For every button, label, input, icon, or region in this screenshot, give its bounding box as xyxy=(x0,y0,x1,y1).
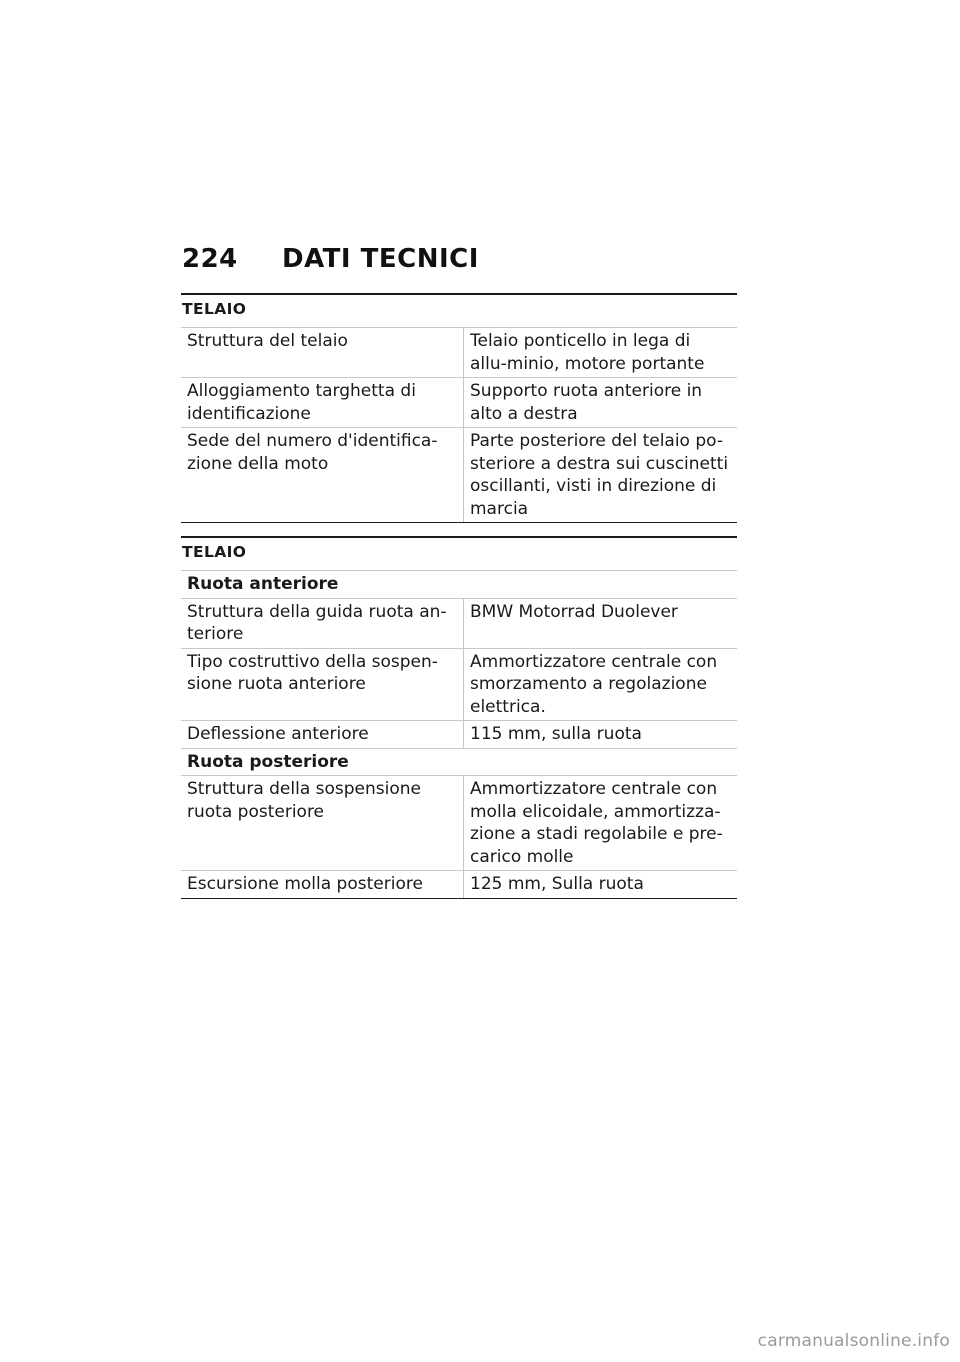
table-row xyxy=(181,427,737,523)
table-row xyxy=(181,720,737,748)
section-title: TELAIO xyxy=(182,300,247,318)
table-row xyxy=(181,598,737,648)
table-row xyxy=(181,648,737,721)
row-value: 115 mm, sulla ruota xyxy=(463,721,737,748)
row-value: Ammortizzatore centrale con molla elicoidale, ammortizza-zione a stadi regolabile e pre-carico molle xyxy=(463,776,737,870)
row-value: BMW Motorrad Duolever xyxy=(463,599,737,648)
section-telaio-general xyxy=(181,293,737,523)
subheading-front-wheel: Ruota anteriore xyxy=(181,570,737,598)
section-telaio-suspension xyxy=(181,536,737,899)
table-row xyxy=(181,327,737,377)
row-value: Ammortizzatore centrale con smorzamento a regolazione elettrica. xyxy=(463,649,737,721)
table-row xyxy=(181,377,737,427)
section-title: TELAIO xyxy=(182,543,247,561)
row-label: Tipo costruttivo della sospen-sione ruota anteriore xyxy=(187,651,438,694)
row-label: Struttura della sospensione ruota posteriore xyxy=(187,779,422,822)
row-label: Struttura della guida ruota an-teriore xyxy=(187,601,447,644)
chapter-title: DATI TECNICI xyxy=(282,244,479,274)
row-label: Alloggiamento targhetta di identificazione xyxy=(187,381,416,424)
row-value: Supporto ruota anteriore in alto a destra xyxy=(463,378,737,427)
row-label: Escursione molla posteriore xyxy=(187,874,423,894)
page-number: 224 xyxy=(182,244,238,274)
table-row xyxy=(181,870,737,899)
row-label: Struttura del telaio xyxy=(187,331,348,351)
subheading-rear-wheel: Ruota posteriore xyxy=(181,748,737,776)
row-label: Sede del numero d'identifica-zione della moto xyxy=(187,431,438,474)
row-label: Deflessione anteriore xyxy=(187,724,369,744)
page-header xyxy=(182,244,479,274)
row-value: Parte posteriore del telaio po-steriore a destra sui cuscinetti oscillanti, visti in direzione di marcia xyxy=(463,428,737,522)
row-value: 125 mm, Sulla ruota xyxy=(463,871,737,898)
watermark: carmanualsonline.info xyxy=(757,1331,950,1351)
table-row xyxy=(181,775,737,870)
row-value: Telaio ponticello in lega di allu-minio, motore portante xyxy=(463,328,737,377)
